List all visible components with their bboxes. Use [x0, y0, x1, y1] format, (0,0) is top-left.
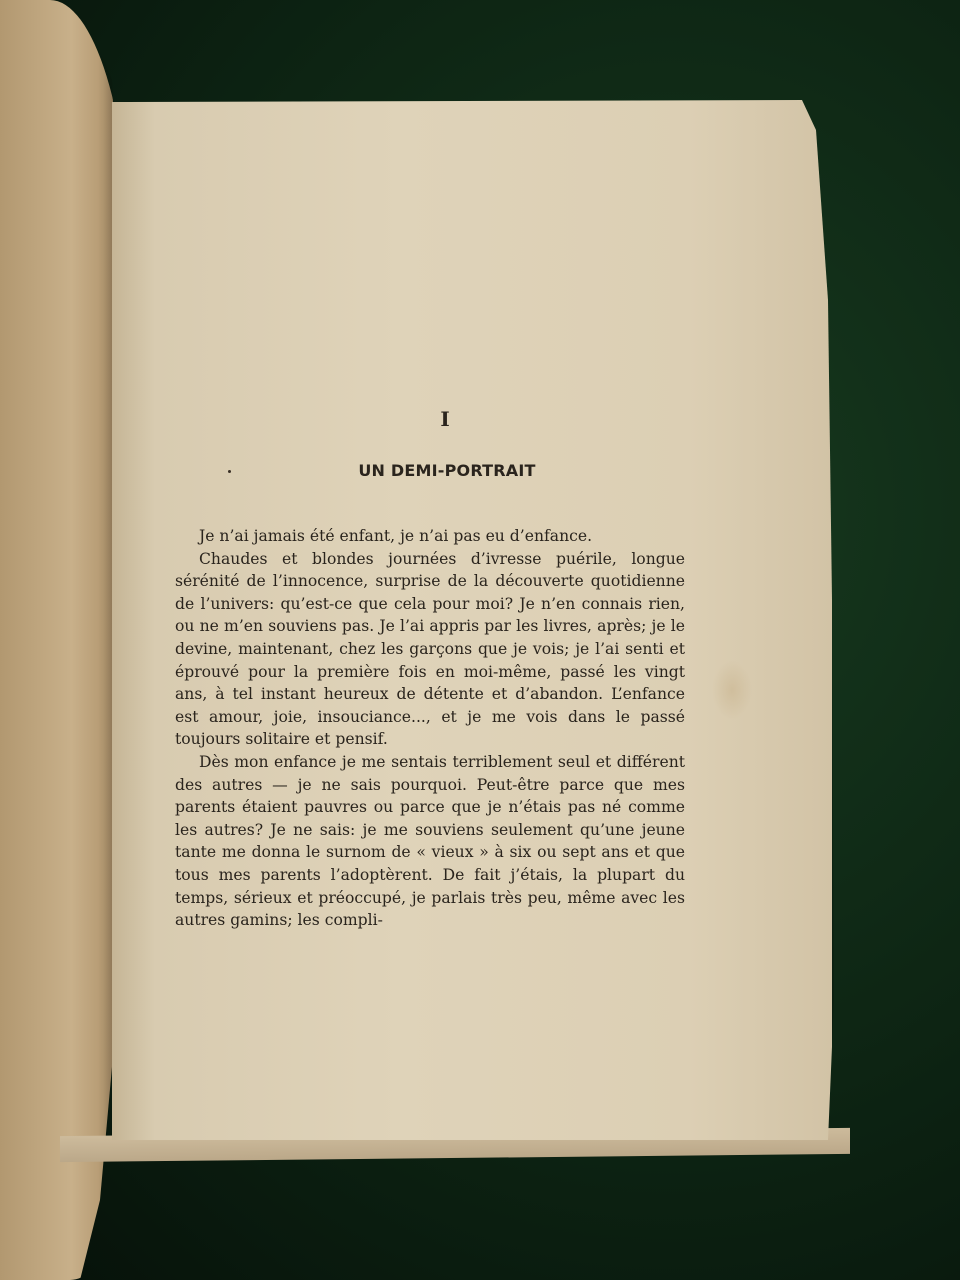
- paper-stain: [712, 660, 752, 720]
- paragraph: Dès mon enfance je me sentais terriblement seul et différent des autres — je ne sais pourquoi. Peut-être parce que mes parents étaient pauvres ou parce que je n’étais pas né comme les autres? Je ne sais: je me souviens seulement qu’une jeune tante me donna le surnom de « vieux » à six ou sept ans et que tous mes parents l’adoptèrent. De fait j’étais, la plupart du temps, sérieux et préoccupé, je parlais très peu, même avec les autres gamins; les compli-: [175, 752, 685, 930]
- paragraph: Chaudes et blondes journées d’ivresse puérile, longue sérénité de l’innocence, surprise de la découverte quotidienne de l’univers: qu’est-ce que cela pour moi? Je n’en connais rien, ou ne m’en souviens pas. Je l’ai appris par les livres, après; je le devine, maintenant, chez les garçons que je vois; je l’ai senti et éprouvé pour la première fois en moi-même, passé les vingt ans, à tel instant heureux de détente et d’abandon. L’enfance est amour, joie, insouciance..., et je me vois dans le passé toujours solitaire et pensif.: [175, 549, 685, 749]
- chapter-number: I: [440, 407, 450, 431]
- paragraph: Je n’ai jamais été enfant, je n’ai pas eu d’enfance.: [199, 527, 593, 545]
- chapter-title: UN DEMI-PORTRAIT: [358, 461, 536, 480]
- page-text: [175, 395, 685, 932]
